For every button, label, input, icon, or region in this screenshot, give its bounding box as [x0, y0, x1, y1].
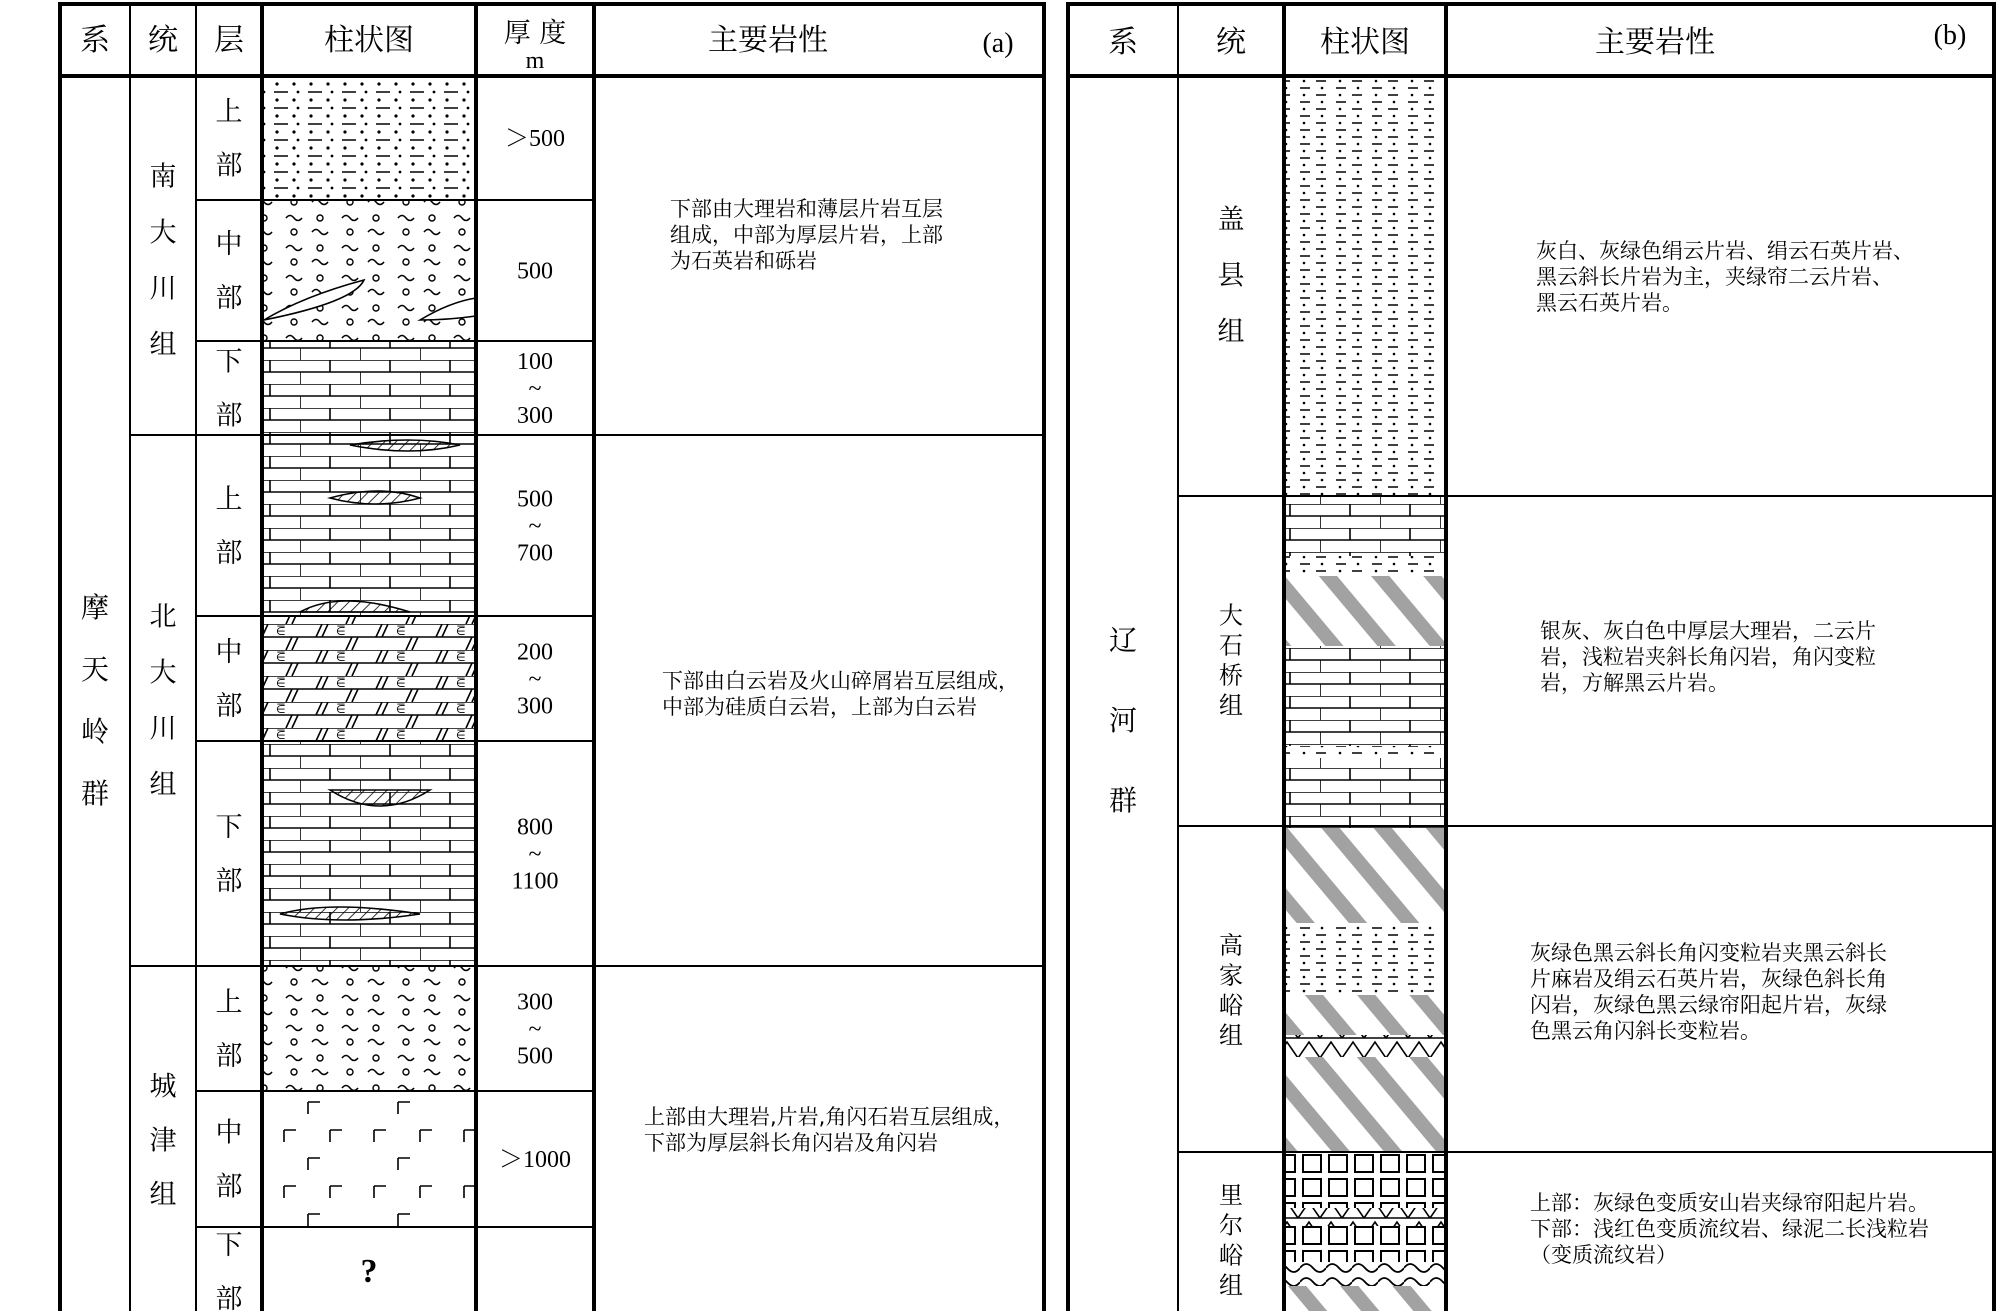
formation-label-b: 尔	[1219, 1211, 1243, 1240]
header-series-b: 统	[1216, 25, 1246, 60]
thickness-value: 700	[517, 540, 553, 567]
layer-label-a: 部	[215, 1171, 243, 1203]
thickness-value: ＞1000	[499, 1147, 571, 1173]
formation-label-b: 县	[1217, 260, 1245, 292]
pattern-zigzag-b1	[1284, 1035, 1446, 1057]
thickness-value: ~	[528, 666, 542, 693]
formation-label-a: 川	[149, 273, 177, 305]
pattern-marble-b3	[1284, 758, 1446, 828]
formation-label-b: 峪	[1219, 991, 1243, 1020]
header-thickness: 厚 度	[503, 18, 567, 49]
lithology-description-b: 黑云斜长片岩为主，夹绿帘二云片岩、	[1536, 265, 1893, 289]
lithology-description-a: 上部由大理岩,片岩,角闪石岩互层组成，	[644, 1105, 1015, 1129]
formation-label-b: 家	[1219, 961, 1243, 990]
formation-label-b: 峪	[1219, 1241, 1243, 1270]
pattern-diagonal-b3	[1284, 1057, 1446, 1152]
lithology-description-b: 岩，方解黑云片岩。	[1540, 671, 1729, 695]
layer-label-a: 部	[215, 150, 243, 182]
formation-label-a: 组	[149, 769, 177, 801]
layer-label-a: 部	[215, 1284, 243, 1311]
formation-label-b: 组	[1219, 1021, 1243, 1050]
layer-label-a: 下	[215, 812, 243, 844]
lithology-description-a: 下部由大理岩和薄层片岩互层	[670, 197, 943, 221]
layer-label-a: 部	[215, 400, 243, 432]
panel-tag-b: (b)	[1933, 20, 1967, 51]
thickness-value: 500	[517, 1043, 553, 1070]
pattern-siliceous-dolomite	[262, 616, 476, 741]
layer-label-a: 部	[215, 691, 243, 723]
lithology-description-b: （变质流纹岩）	[1530, 1243, 1677, 1267]
lithology-description-b: 黑云石英片岩。	[1536, 291, 1683, 315]
formation-label-b: 组	[1219, 691, 1243, 720]
formation-label-a: 城	[149, 1071, 177, 1103]
layer-label-a: 部	[215, 1041, 243, 1073]
thickness-value: 500	[517, 486, 553, 513]
formation-label-b: 组	[1217, 316, 1245, 348]
group-label-a: 天	[80, 653, 110, 687]
thickness-value: ~	[528, 513, 542, 540]
pattern-marble-b1	[1284, 496, 1446, 556]
thickness-value: ~	[528, 1016, 542, 1043]
lithology-description-b: 上部：灰绿色变质安山岩夹绿帘阳起片岩。	[1530, 1191, 1929, 1215]
layer-label-a: 上	[215, 987, 243, 1019]
group-label-b: 群	[1108, 784, 1138, 818]
formation-label-b: 石	[1219, 631, 1243, 660]
pattern-amphibolite	[262, 1091, 476, 1227]
formation-label-b: 桥	[1219, 661, 1243, 690]
formation-label-a: 南	[149, 161, 177, 193]
pattern-gaojiayu-dash	[1284, 923, 1446, 995]
lithology-description-a: 中部为硅质白云岩，上部为白云岩	[662, 695, 977, 719]
thickness-value: 100	[517, 349, 553, 375]
thickness-value: 800	[517, 814, 553, 841]
thickness-value: 200	[517, 639, 553, 666]
group-label-a: 岭	[80, 715, 110, 749]
header-column: 柱状图	[324, 23, 414, 58]
pattern-rhyolite	[1284, 1262, 1446, 1286]
unknown-mark: ?	[360, 1253, 378, 1290]
lithology-description-b: 灰白、灰绿色绢云片岩、绢云石英片岩、	[1536, 239, 1914, 263]
thickness-value: 300	[517, 403, 553, 429]
header-series: 统	[148, 23, 178, 58]
header-system-b: 系	[1108, 25, 1138, 60]
thickness-value: 500	[517, 258, 553, 285]
group-label-b: 辽	[1108, 624, 1138, 658]
pattern-marble-b2	[1284, 646, 1446, 746]
formation-label-a: 大	[149, 217, 177, 249]
pattern-sandstone	[262, 76, 476, 200]
formation-label-a: 津	[149, 1125, 177, 1157]
lithology-description-b: 下部：浅红色变质流纹岩、绿泥二长浅粒岩	[1530, 1217, 1929, 1241]
formation-label-a: 组	[149, 1179, 177, 1211]
lithology-description-a: 组成，中部为厚层片岩，上部	[670, 223, 943, 247]
layer-label-a: 部	[215, 538, 243, 570]
formation-label-a: 大	[149, 657, 177, 689]
header-system: 系	[80, 23, 110, 58]
thickness-value: ~	[528, 376, 542, 402]
lithology-description-b: 银灰、灰白色中厚层大理岩，二云片	[1540, 619, 1876, 643]
header-layer: 层	[214, 23, 244, 58]
layer-label-a: 中	[215, 1117, 243, 1149]
thickness-value: 300	[517, 989, 553, 1016]
lithology-description-a: 下部由白云岩及火山碎屑岩互层组成，	[662, 669, 1019, 693]
thickness-value: 1100	[511, 868, 559, 895]
pattern-andesite	[1284, 1152, 1446, 1208]
pattern-diagonal-b2	[1284, 828, 1446, 923]
pattern-gaixian-schist	[1284, 76, 1446, 496]
group-label-a: 群	[80, 777, 110, 811]
formation-label-b: 里	[1219, 1181, 1243, 1210]
formation-label-a: 组	[149, 329, 177, 361]
formation-label-b: 盖	[1217, 204, 1245, 236]
lithology-description-b: 灰绿色黑云斜长角闪变粒岩夹黑云斜长	[1530, 941, 1887, 965]
layer-label-a: 下	[215, 1230, 243, 1262]
formation-label-b: 组	[1219, 1271, 1243, 1300]
panel-a	[60, 4, 1044, 1311]
pattern-marble	[262, 341, 476, 435]
header-lithology: 主要岩性	[708, 23, 828, 58]
panel-tag-a: (a)	[982, 28, 1014, 59]
lithology-description-b: 色黑云角闪斜长变粒岩。	[1530, 1019, 1761, 1043]
group-label-a: 摩	[80, 591, 110, 625]
pattern-schist-upper	[262, 966, 476, 1091]
layer-label-a: 下	[215, 346, 243, 378]
pattern-dolomite	[262, 435, 476, 616]
thickness-value: ＞500	[505, 126, 565, 152]
lithology-description-b: 岩，浅粒岩夹斜长角闪岩，角闪变粒	[1540, 645, 1876, 669]
layer-label-a: 部	[215, 866, 243, 898]
formation-label-a: 川	[149, 713, 177, 745]
layer-label-a: 部	[215, 283, 243, 315]
lithology-description-b: 闪岩，灰绿色黑云绿帘阳起片岩，灰绿	[1530, 993, 1887, 1017]
pattern-diagonal-b1	[1284, 576, 1446, 646]
group-label-b: 河	[1108, 704, 1138, 738]
layer-label-a: 上	[215, 96, 243, 128]
thickness-value: ~	[528, 841, 542, 868]
header-column-b: 柱状图	[1320, 25, 1410, 60]
layer-label-a: 上	[215, 484, 243, 516]
lithology-description-a: 为石英岩和砾岩	[670, 249, 817, 273]
layer-label-a: 中	[215, 229, 243, 261]
formation-label-a: 北	[149, 601, 177, 633]
thickness-value: 300	[517, 693, 553, 720]
formation-label-b: 大	[1219, 601, 1243, 630]
pattern-dolomite-lower	[262, 741, 476, 966]
panel-b	[1068, 4, 1994, 1311]
lithology-description-b: 片麻岩及绢云石英片岩，灰绿色斜长角	[1530, 967, 1887, 991]
formation-label-b: 高	[1219, 931, 1243, 960]
lithology-description-a: 下部为厚层斜长角闪岩及角闪岩	[644, 1131, 938, 1155]
layer-label-a: 中	[215, 637, 243, 669]
header-lithology-b: 主要岩性	[1595, 25, 1715, 60]
header-thickness-unit: m	[525, 48, 545, 74]
